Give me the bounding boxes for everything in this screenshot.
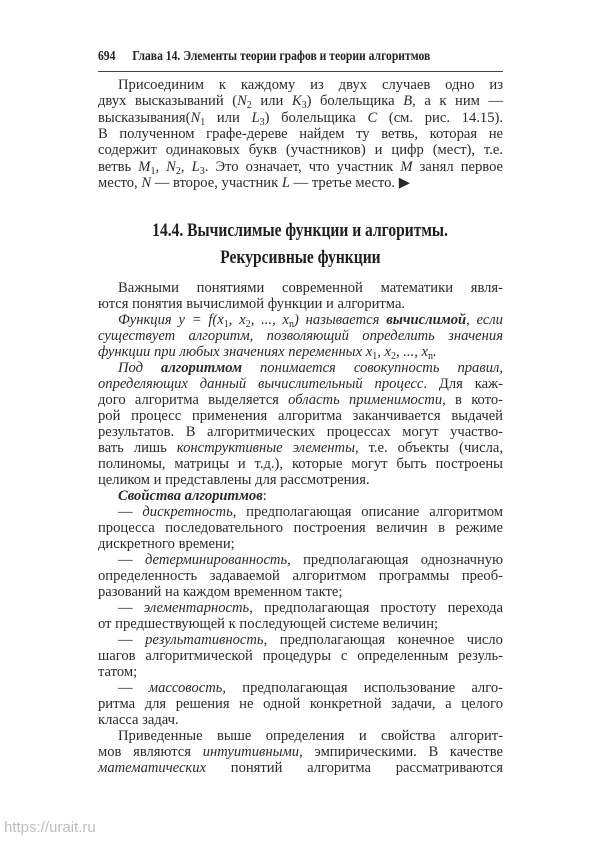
text-run: Приведенные выше определения и свойства алгорит- xyxy=(118,728,503,744)
emphasis-run: N xyxy=(237,93,247,110)
text-line xyxy=(98,110,503,127)
text-run: целиком и представлены для рассмотрения. xyxy=(98,472,370,488)
emphasis-run: L xyxy=(281,174,290,191)
text-run: определенность задаваемой алгоритмом программы преоб- xyxy=(98,568,503,584)
emphasis-run: N xyxy=(166,158,176,175)
text-line xyxy=(98,159,503,176)
emphasis-run: элементарность xyxy=(143,600,250,616)
emphasis-run: функции при любых значениях переменных x xyxy=(98,344,373,360)
subscript: 2 xyxy=(245,319,251,330)
text-run: разований на каждом временном такте; xyxy=(98,584,343,600)
text-line xyxy=(98,760,503,777)
emphasis-run: K xyxy=(291,93,302,110)
text-line xyxy=(98,456,503,473)
text-run: процесса последовательного построения величин в режиме xyxy=(98,520,503,536)
text-line xyxy=(98,600,503,617)
text-line xyxy=(98,712,503,729)
text-run: В полученном графе-дереве найдем ту ветвь, которая не xyxy=(98,125,503,142)
emphasis-run: ) называется xyxy=(294,312,387,328)
text-run: дискретного времени; xyxy=(98,536,235,552)
text-line xyxy=(98,126,503,143)
text-run: содержит одинаковых букв (участников) и цифр (мест), т.е. xyxy=(98,142,503,159)
emphasis-run: N xyxy=(190,109,201,126)
text-line xyxy=(98,552,503,569)
emphasis-run: N xyxy=(141,174,152,191)
emphasis-run: детерминированность xyxy=(144,552,288,568)
text-run: — второе, участник xyxy=(151,174,282,191)
text-run: , предполагающая конечное число xyxy=(263,632,503,648)
subscript: 3 xyxy=(259,116,265,128)
emphasis-run: область применимости xyxy=(288,392,443,408)
text-run: место, xyxy=(98,174,142,191)
emphasis-run: Функция y = f(x xyxy=(118,312,224,328)
emphasis-run: L xyxy=(191,158,200,175)
emphasis-run: алгоритмом xyxy=(161,360,243,376)
subscript: n xyxy=(289,319,294,330)
emphasis-run: Свойства алгоритмов xyxy=(118,488,263,504)
text-run: , в кото- xyxy=(442,392,503,408)
emphasis-run: массовость xyxy=(148,680,223,696)
text-run: Присоединим к каждому из двух случаев одно из xyxy=(118,77,503,93)
text-line xyxy=(98,408,503,425)
emphasis-run: конструктивные элементы xyxy=(176,440,355,456)
text-line xyxy=(98,328,503,345)
text-run: или xyxy=(205,109,252,126)
text-line xyxy=(98,360,503,377)
text-line xyxy=(98,392,503,409)
text-line xyxy=(98,296,503,313)
text-run: от предшествующей к последующей системе величин; xyxy=(98,616,439,632)
emphasis-run: понимается совокупность правил, xyxy=(242,360,503,376)
text-line xyxy=(98,664,503,681)
text-run: : xyxy=(262,488,267,504)
emphasis-run: , x xyxy=(228,312,246,328)
text-line xyxy=(98,440,503,457)
text-run: , предполагающая однозначную xyxy=(287,552,503,568)
text-run: ритма для решения не одной конкретной задачи, а целого xyxy=(98,696,503,712)
running-header xyxy=(98,48,430,64)
text-line xyxy=(98,488,503,505)
text-line xyxy=(98,93,503,110)
subscript: 1 xyxy=(200,116,206,128)
emphasis-run: , ..., x xyxy=(395,344,428,360)
text-run: понятий алгоритма рассматриваются xyxy=(206,760,503,776)
text-run: высказывания( xyxy=(98,109,191,126)
text-run: занял первое xyxy=(412,158,504,175)
emphasis-run: M xyxy=(138,158,151,175)
section-heading-line-1 xyxy=(0,221,600,242)
text-line xyxy=(98,568,503,585)
text-run: — xyxy=(118,632,146,648)
subscript: 1 xyxy=(223,319,229,330)
text-line xyxy=(98,696,503,713)
emphasis-run: вычислимой xyxy=(386,312,467,328)
subscript: 3 xyxy=(301,100,307,112)
text-run: , предполагающая описание алгоритмом xyxy=(232,504,503,520)
emphasis-run: , x xyxy=(377,344,391,360)
subscript: 2 xyxy=(246,100,252,112)
text-line xyxy=(98,142,503,159)
text-line xyxy=(98,77,503,94)
text-run: , предполагающая простоту перехода xyxy=(249,600,503,616)
text-run: — xyxy=(118,680,149,696)
text-run: — xyxy=(118,600,144,616)
emphasis-run: математических xyxy=(98,760,207,776)
watermark-url: https://urait.ru xyxy=(4,819,96,836)
page-number: 694 xyxy=(98,48,116,63)
text-run: двух высказываний ( xyxy=(98,93,238,110)
text-line xyxy=(98,632,503,649)
text-line xyxy=(98,504,503,521)
text-run: Важными понятиями современной математики явля- xyxy=(118,280,503,296)
text-line xyxy=(98,728,503,745)
emphasis-run: результативность xyxy=(145,632,264,648)
text-run: — xyxy=(118,552,145,568)
text-run: ветвь xyxy=(98,158,139,175)
text-run: — третье место. ▶ xyxy=(289,174,410,191)
text-run: мов являются xyxy=(98,744,203,760)
emphasis-run: , ..., x xyxy=(250,312,289,328)
text-run: , т.е. объекты (числа, xyxy=(354,440,503,456)
subscript: n xyxy=(428,351,433,362)
text-run: результатов. В алгоритмических процессах могут участво- xyxy=(98,424,503,440)
text-line xyxy=(98,536,503,553)
text-line xyxy=(98,175,503,192)
text-run: . Это означает, что участник xyxy=(204,158,401,175)
text-line xyxy=(98,376,503,393)
emphasis-run: , если xyxy=(466,312,503,328)
subscript: 1 xyxy=(150,165,156,177)
text-run: класса задач. xyxy=(98,712,179,728)
running-title: Глава 14. Элементы теории графов и теории алгоритмов xyxy=(132,48,431,63)
text-run: дого алгоритма выделяется xyxy=(98,392,289,408)
text-run: , предполагающая использование алго- xyxy=(222,680,503,696)
header-rule xyxy=(98,71,503,72)
text-run: рой процесс применения алгоритма заканчивается выдачей xyxy=(98,408,503,424)
text-run: шагов алгоритмической процедуры с определенным резуль- xyxy=(98,648,503,664)
text-run: , xyxy=(180,158,192,175)
text-run: ) болельщика xyxy=(264,109,368,126)
text-line xyxy=(98,648,503,665)
emphasis-run: интуитивными xyxy=(202,744,300,760)
emphasis-run: L xyxy=(251,109,260,126)
emphasis-run: B xyxy=(403,93,413,110)
section-heading-line-2 xyxy=(0,248,600,269)
text-line xyxy=(98,744,503,761)
text-line xyxy=(98,424,503,441)
text-run: , xyxy=(155,158,167,175)
section-heading-text: 14.4. Вычислимые функции и алгоритмы. xyxy=(152,221,448,241)
text-run: . Для каж- xyxy=(423,376,503,392)
text-run: полиномы, матрицы и т.д.), которые могут быть построены xyxy=(98,456,503,472)
emphasis-run: дискретность xyxy=(142,504,233,520)
subscript: 2 xyxy=(390,351,396,362)
emphasis-run: C xyxy=(367,109,378,126)
text-run: вать лишь xyxy=(98,440,177,456)
text-run: , эмпирическими. В качестве xyxy=(299,744,503,760)
text-run: ются понятия вычислимой функции и алгоритма. xyxy=(98,296,406,312)
text-run: ) болельщика xyxy=(306,93,404,110)
text-run: , а к ним — xyxy=(412,93,504,110)
text-run: (см. рис. 14.15). xyxy=(377,109,504,126)
text-line xyxy=(98,312,503,329)
text-line xyxy=(98,680,503,697)
text-line xyxy=(98,520,503,537)
emphasis-run: . xyxy=(433,344,437,360)
section-heading-text: Рекурсивные функции xyxy=(219,248,381,268)
emphasis-run: M xyxy=(400,158,413,175)
emphasis-run: определяющих данный вычислительный процесс xyxy=(98,376,424,392)
text-line xyxy=(98,280,503,297)
subscript: 2 xyxy=(175,165,181,177)
emphasis-run: Под xyxy=(118,360,162,376)
text-line xyxy=(98,344,503,361)
emphasis-run: существует алгоритм, позволяющий определить значения xyxy=(98,328,503,344)
subscript: 1 xyxy=(372,351,378,362)
text-line xyxy=(98,616,503,633)
text-run: татом; xyxy=(98,664,138,680)
text-run: — xyxy=(118,504,143,520)
text-line xyxy=(98,472,503,489)
text-line xyxy=(98,584,503,601)
text-run: или xyxy=(251,93,292,110)
subscript: 3 xyxy=(199,165,205,177)
